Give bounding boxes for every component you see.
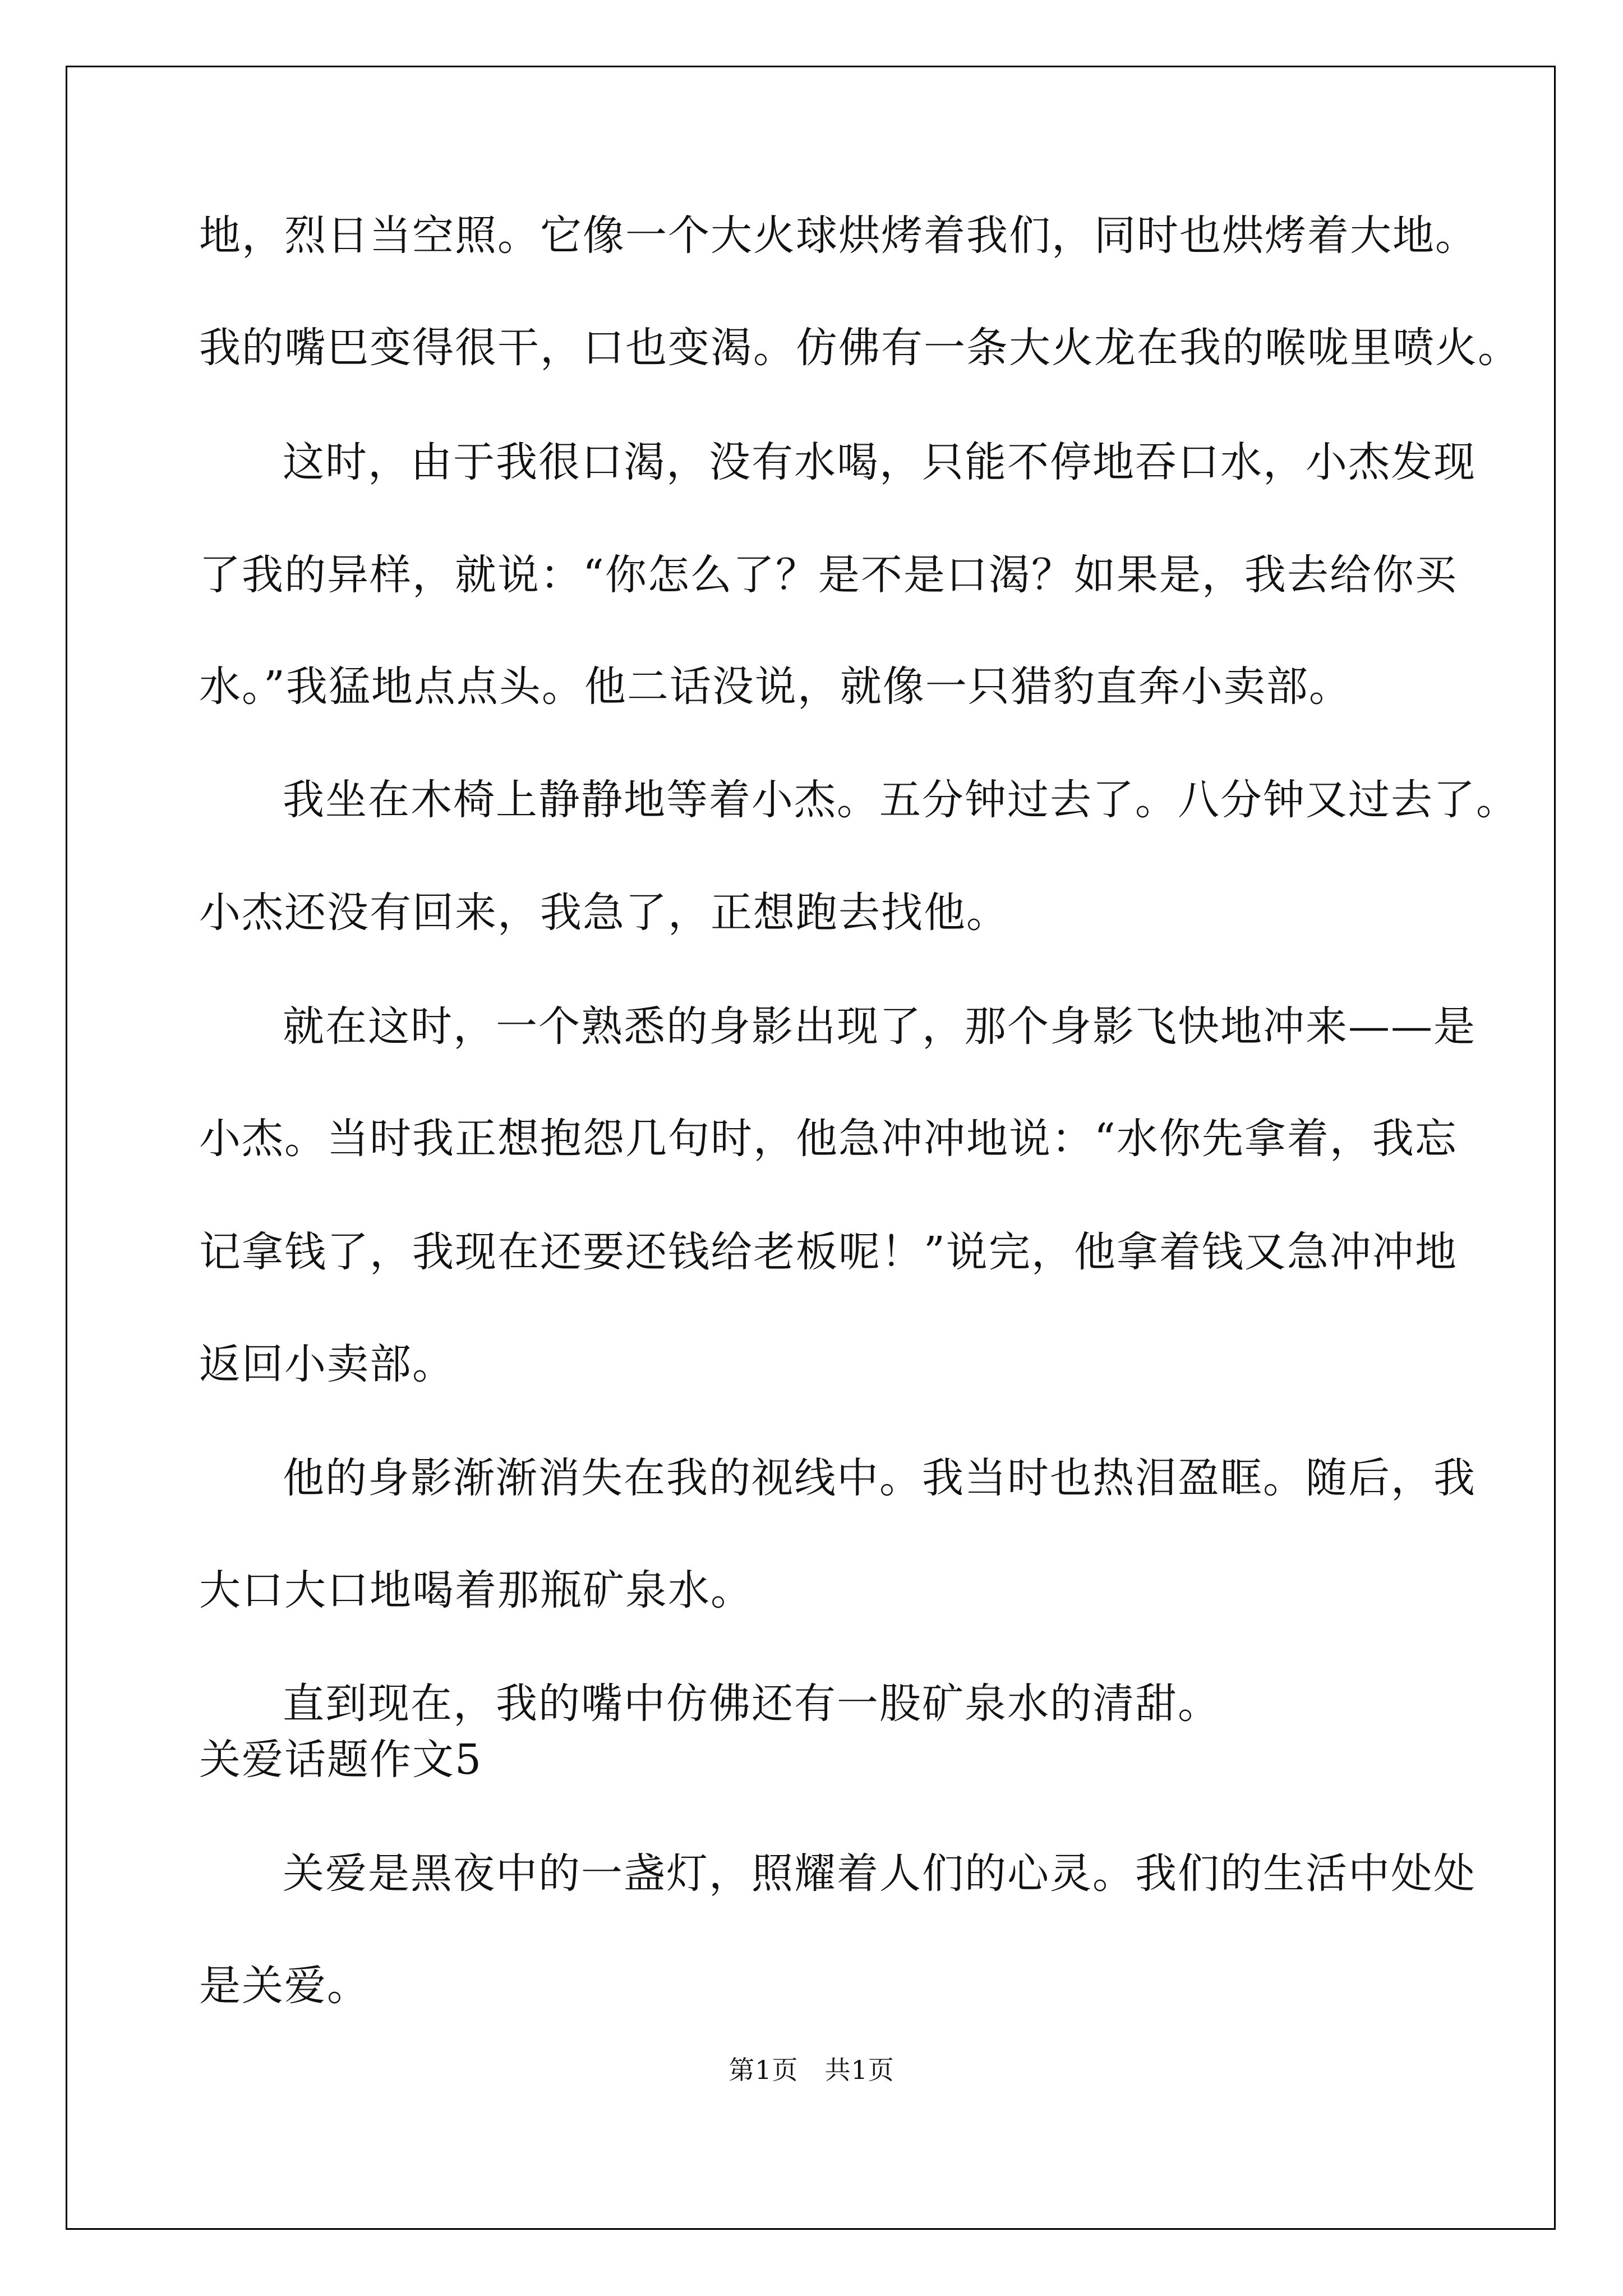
- paragraph-line: 我坐在木椅上静静地等着小杰。五分钟过去了。八分钟又过去了。: [283, 776, 1519, 824]
- paragraph-line: 了我的异样，就说：“你怎么了？是不是口渴？如果是，我去给你买: [199, 551, 1458, 599]
- section-heading: 关爱话题作文5: [199, 1736, 483, 1784]
- paragraph-line: 这时，由于我很口渴，没有水喝，只能不停地吞口水，小杰发现: [283, 438, 1476, 486]
- paragraph-line: 就在这时，一个熟悉的身影出现了，那个身影飞快地冲来——是: [283, 1002, 1476, 1051]
- paragraph-line: 关爱是黑夜中的一盏灯，照耀着人们的心灵。我们的生活中处处: [283, 1849, 1476, 1898]
- paragraph-line: 直到现在，我的嘴中仿佛还有一股矿泉水的清甜。: [283, 1680, 1220, 1728]
- paragraph-line: 大口大口地喝着那瓶矿泉水。: [199, 1566, 753, 1614]
- paragraph-line: 我的嘴巴变得很干，口也变渴。仿佛有一条大火龙在我的喉咙里喷火。: [199, 324, 1520, 372]
- paragraph-line: 小杰。当时我正想抱怨几句时，他急冲冲地说：“水你先拿着，我忘: [199, 1115, 1458, 1163]
- paragraph-line: 是关爱。: [199, 1962, 370, 2010]
- page-number-footer: 第1页 共1页: [728, 2055, 895, 2085]
- paragraph-line: 他的身影渐渐消失在我的视线中。我当时也热泪盈眶。随后，我: [283, 1454, 1476, 1502]
- paragraph-line: 地，烈日当空照。它像一个大火球烘烤着我们，同时也烘烤着大地。: [199, 211, 1478, 260]
- paragraph-line: 小杰还没有回来，我急了，正想跑去找他。: [199, 889, 1009, 937]
- paragraph-line: 水。”我猛地点点头。他二话没说，就像一只猎豹直奔小卖部。: [199, 662, 1352, 711]
- paragraph-line: 记拿钱了，我现在还要还钱给老板呢！”说完，他拿着钱又急冲冲地: [199, 1228, 1458, 1276]
- paragraph-line: 返回小卖部。: [199, 1340, 455, 1388]
